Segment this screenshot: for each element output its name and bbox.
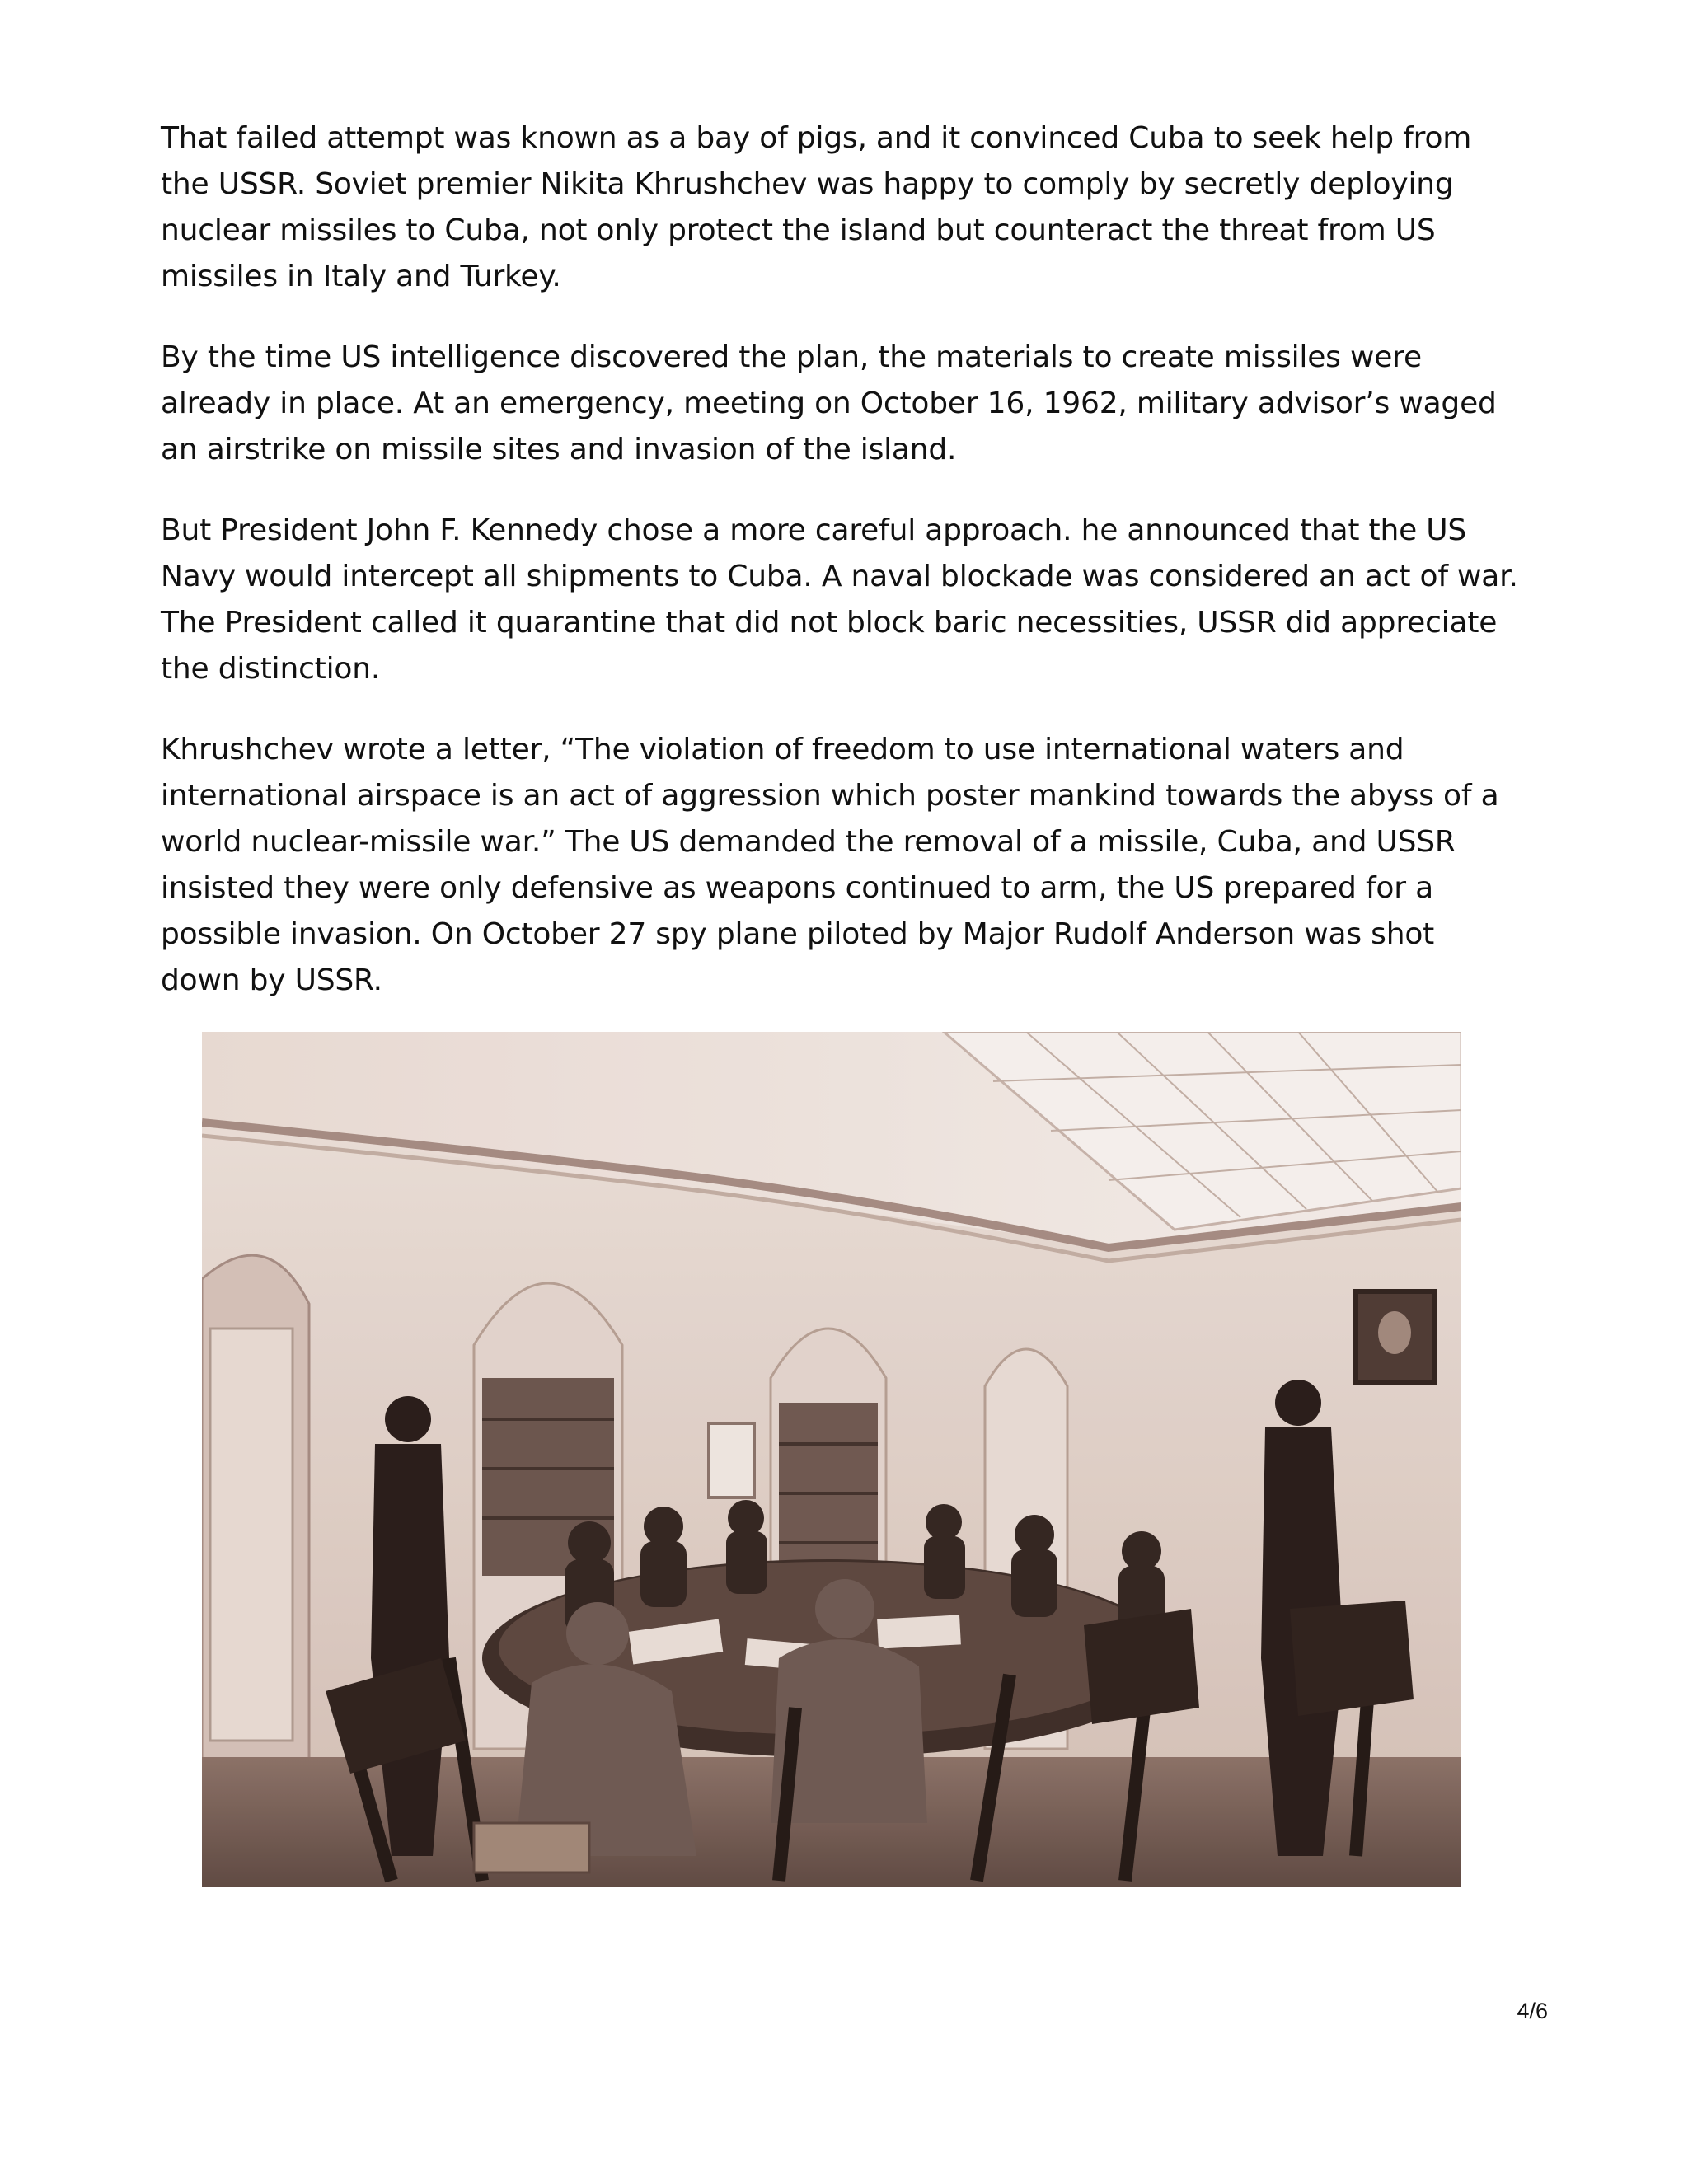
paragraph-1: That failed attempt was known as a bay of pigs, and it convinced Cuba to seek help from the USSR. Soviet premier Nikita Khrushchev was happy to comply by secretly deploying nuclear missiles to Cuba, not only protect the island but counteract the threat from US missiles in Italy and Turkey. bbox=[161, 121, 1472, 293]
paragraph-4: Khrushchev wrote a letter, “The violation of freedom to use international waters and international airspace is an act of aggression which poster mankind towards the abyss of a world nuclear-missile war.” The US demanded the removal of a missile, Cuba, and USSR insisted they were only defensive as weapons continued to arm, the US prepared for a possible invasion. On October 27 spy plane piloted by Major Rudolf Anderson was shot down by USSR. bbox=[161, 733, 1499, 997]
paragraph-2: By the time US intelligence discovered the plan, the materials to create missiles were already in place. At an emergency, meeting on October 16, 1962, military advisor’s waged an airstrike on missile sites and invasion of the island. bbox=[161, 340, 1497, 466]
photo-illustration bbox=[202, 1032, 1461, 1887]
cabinet-room-photo bbox=[202, 1032, 1461, 1887]
paragraph-3: But President John F. Kennedy chose a more careful approach. he announced that the US Navy would intercept all shipments to Cuba. A naval blockade was considered an act of war. The President called it quarantine that did not block baric necessities, USSR did appreciate the distinction. bbox=[161, 513, 1518, 686]
article-body bbox=[161, 115, 1521, 1038]
page-number: 4/6 bbox=[1517, 1999, 1548, 2023]
